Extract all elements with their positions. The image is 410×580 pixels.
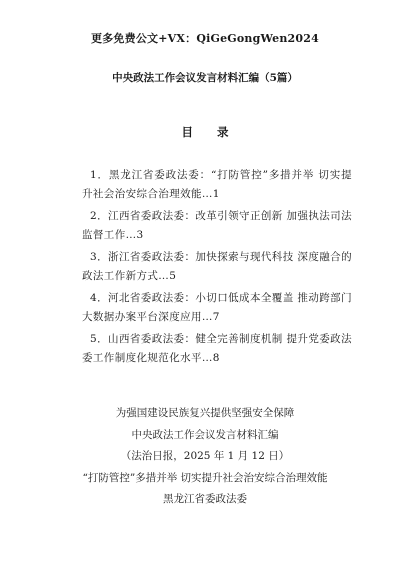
toc-item: 1．黑龙江省委政法委：“打防管控”多措并举 切实提升社会治安综合治理效能…1 — [82, 169, 352, 200]
article-author: 黑龙江省委政法委 — [163, 493, 247, 505]
section-source: （法治日报，2025 年 1 月 12 日） — [120, 450, 290, 462]
table-of-contents — [82, 166, 352, 371]
toc-heading: 目 录 — [181, 125, 239, 139]
section-subtitle: 中央政法工作会议发言材料汇编 — [131, 428, 279, 441]
section-title: 为强国建设民族复兴提供坚强安全保障 — [115, 407, 295, 419]
article-title: “打防管控”多措并举 切实提升社会治安综合治理效能 — [82, 471, 328, 484]
toc-item: 4．河北省委政法委：小切口低成本全覆盖 推动跨部门大数据办案平台深度应用…7 — [82, 292, 352, 323]
toc-item: 3．浙江省委政法委：加快探索与现代科技 深度融合的政法工作新方式…5 — [82, 251, 352, 282]
toc-item: 2．江西省委政法委：改革引领守正创新 加强执法司法监督工作…3 — [82, 210, 352, 241]
document-title: 中央政法工作会议发言材料汇编（5篇） — [112, 72, 298, 84]
toc-item: 5．山西省委政法委：健全完善制度机制 提升党委政法委工作制度化规范化水平…8 — [82, 333, 352, 364]
section-header — [0, 403, 410, 511]
promo-header: 更多免费公文+VX：QiGeGongWen2024 — [91, 32, 319, 45]
